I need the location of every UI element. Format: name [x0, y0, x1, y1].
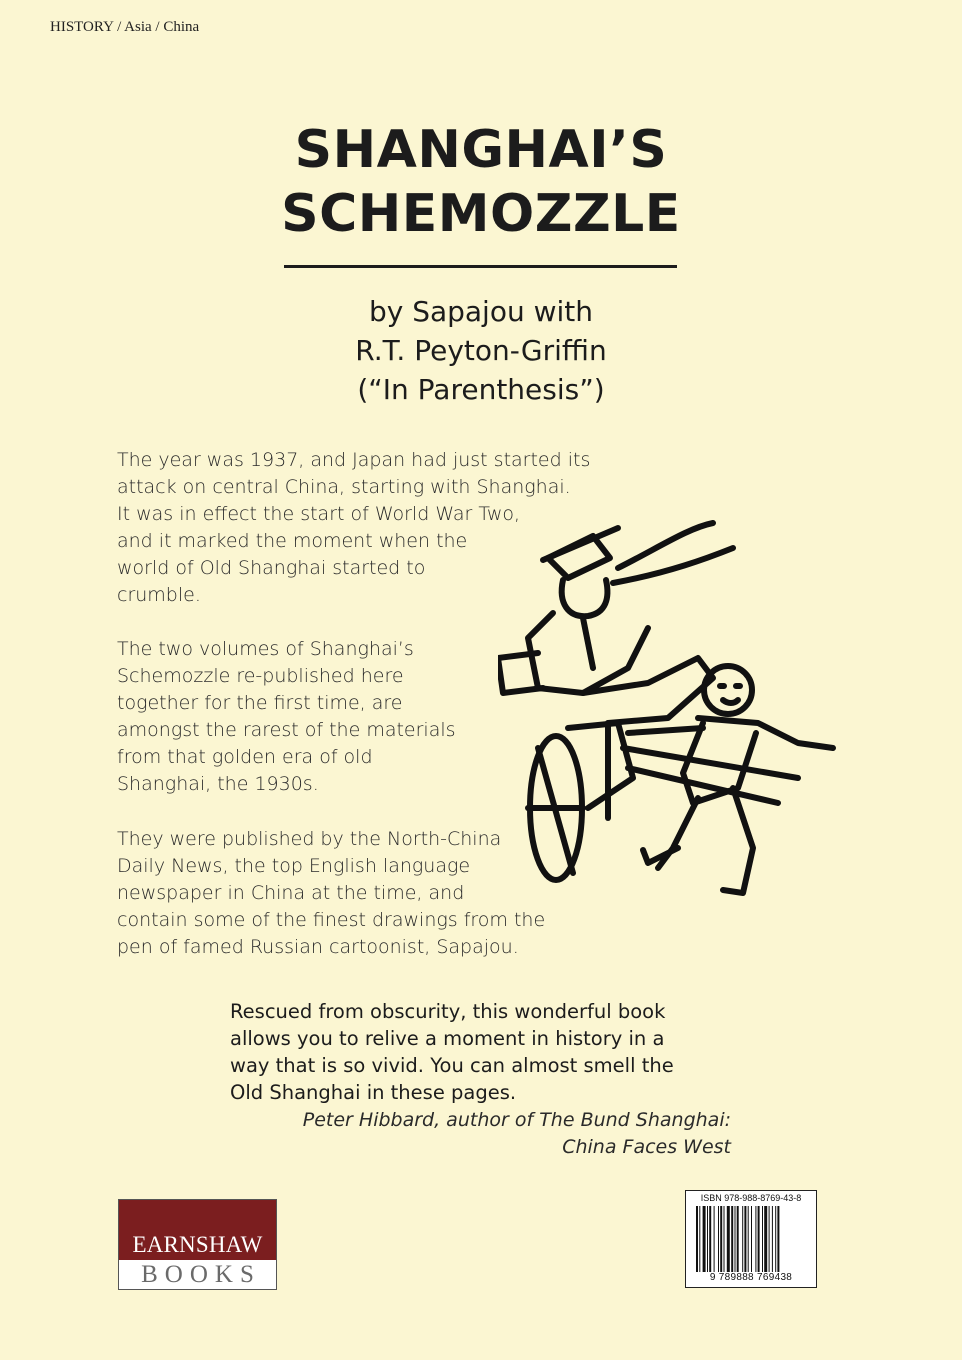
barcode-bar — [731, 1206, 733, 1272]
text-line: attack on central China, starting with Shanghai. — [117, 476, 571, 498]
text-line: and it marked the moment when the — [117, 530, 468, 552]
isbn-label: ISBN 978-988-8769-43-8 — [700, 1193, 802, 1203]
barcode-bar — [744, 1206, 746, 1272]
blurb-paragraph-3 — [117, 826, 545, 961]
attribution-line: Peter Hibbard, author of The Bund Shanghai: — [302, 1109, 731, 1131]
barcode-bar — [769, 1206, 770, 1272]
barcode-bar — [751, 1206, 752, 1272]
barcode-bar — [720, 1206, 722, 1272]
barcode-bar — [737, 1206, 739, 1272]
book-title — [0, 118, 962, 246]
text-line: The year was 1937, and Japan had just started its — [117, 449, 591, 471]
text-line: together for the first time, are — [117, 692, 403, 714]
text-line: It was in effect the start of World War Two, — [117, 503, 521, 525]
byline — [0, 292, 962, 409]
barcode-bar — [775, 1206, 776, 1272]
barcode-bar — [735, 1206, 736, 1272]
barcode-bar — [699, 1206, 700, 1272]
barcode-bar — [762, 1206, 763, 1272]
text-line: crumble. — [117, 584, 201, 606]
blurb-paragraph-2 — [117, 636, 456, 798]
barcode-bar — [718, 1206, 719, 1272]
isbn-barcode — [685, 1190, 817, 1288]
text-line: pen of famed Russian cartoonist, Sapajou. — [117, 936, 519, 958]
quote-line: Old Shanghai in these pages. — [230, 1081, 517, 1104]
quote-line: Rescued from obscurity, this wonderful book — [230, 1000, 666, 1023]
byline-line: by Sapajou with — [368, 295, 594, 328]
title-line: SCHEMOZZLE — [281, 184, 681, 244]
barcode-bars-icon — [696, 1206, 806, 1272]
barcode-bar — [714, 1206, 715, 1272]
barcode-bar — [742, 1206, 743, 1272]
publisher-logo — [118, 1199, 277, 1290]
text-line: newspaper in China at the time, and — [117, 882, 465, 904]
text-line: Schemozzle re-published here — [117, 665, 404, 687]
barcode-bar — [727, 1206, 730, 1272]
quote-attribution — [303, 1107, 731, 1161]
barcode-bar — [724, 1206, 725, 1272]
text-line: The two volumes of Shanghai’s — [117, 638, 414, 660]
publisher-name-top: EARNSHAW — [132, 1232, 263, 1257]
quote-line: way that is so vivid. You can almost smell the — [230, 1054, 674, 1077]
isbn-digits: 9 789888 769438 — [709, 1272, 793, 1283]
text-line: from that golden era of old — [117, 746, 373, 768]
title-line: SHANGHAI’S — [294, 120, 668, 180]
byline-line: R.T. Peyton-Griffin — [355, 334, 607, 367]
barcode-bar — [703, 1206, 706, 1272]
attribution-line: China Faces West — [562, 1136, 731, 1158]
barcode-bar — [748, 1206, 749, 1272]
category-label: HISTORY / Asia / China — [50, 19, 200, 35]
barcode-bar — [696, 1206, 698, 1272]
title-divider — [284, 265, 677, 268]
text-line: Shanghai, the 1930s. — [117, 773, 319, 795]
quote-line: allows you to relive a moment in history in a — [230, 1027, 665, 1050]
text-line: contain some of the finest drawings from the — [117, 909, 546, 931]
text-line: amongst the rarest of the materials — [117, 719, 456, 741]
testimonial-quote — [230, 998, 674, 1106]
barcode-bar — [707, 1206, 708, 1272]
barcode-bar — [772, 1206, 773, 1272]
byline-line: (“In Parenthesis”) — [357, 373, 605, 406]
barcode-bar — [755, 1206, 756, 1272]
text-line: world of Old Shanghai started to — [117, 557, 426, 579]
text-line: Daily News, the top English language — [117, 855, 471, 877]
barcode-bar — [709, 1206, 711, 1272]
text-line: They were published by the North-China — [117, 828, 502, 850]
barcode-bar — [758, 1206, 760, 1272]
rickshaw-cartoon-icon — [498, 518, 838, 898]
publisher-name-bottom: BOOKS — [141, 1261, 261, 1288]
barcode-bar — [764, 1206, 767, 1272]
barcode-bar — [777, 1206, 779, 1272]
logo-top-band — [119, 1200, 276, 1260]
